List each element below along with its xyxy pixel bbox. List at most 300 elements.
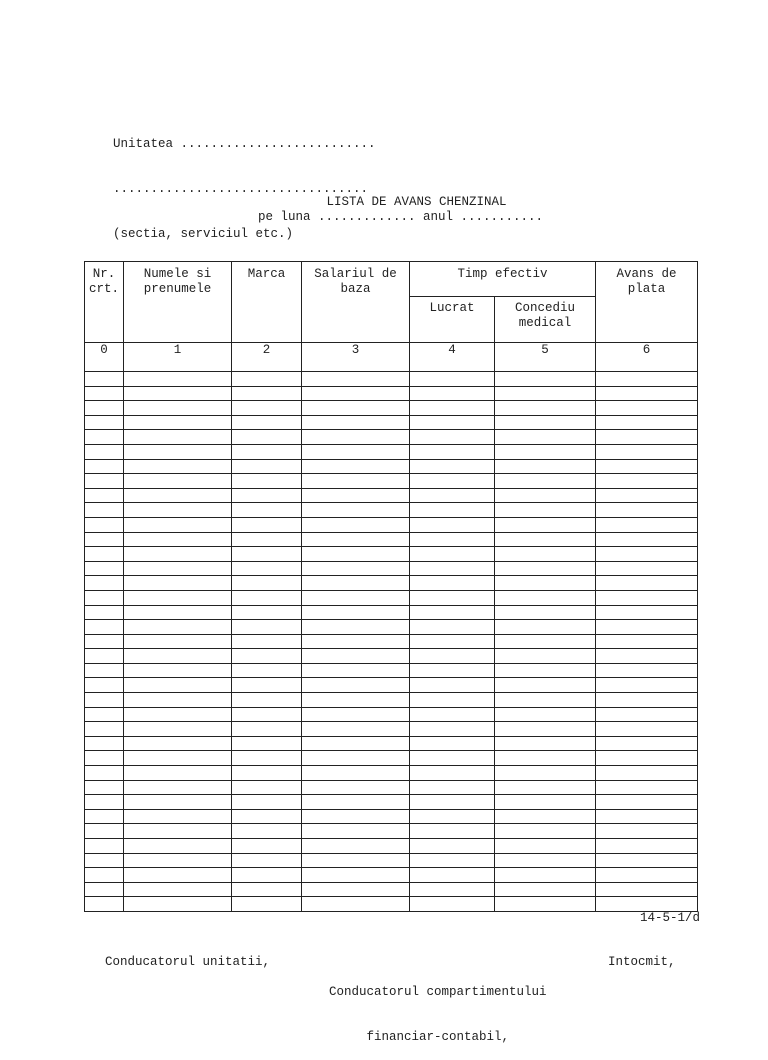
column-number: 4 [410,343,495,372]
table-cell [495,707,596,722]
table-cell [495,824,596,839]
table-cell [302,780,410,795]
table-cell [232,459,302,474]
col-header-lucrat [410,297,495,343]
table-cell [232,517,302,532]
period-line: pe luna ............. anul ........... [257,210,544,224]
table-cell [124,547,232,562]
table-cell [85,576,124,591]
table-cell [410,809,495,824]
table-cell [232,474,302,489]
table-cell [596,809,698,824]
table-cell [85,868,124,883]
table-cell [410,503,495,518]
table-cell [596,824,698,839]
col-header-concediu-line2: medical [518,316,572,330]
table-cell [410,605,495,620]
table-cell [410,897,495,912]
table-cell [85,488,124,503]
blank-rows [85,372,698,912]
table-cell [410,415,495,430]
table-cell [85,736,124,751]
table-cell [124,824,232,839]
table-cell [302,590,410,605]
table-cell [85,444,124,459]
table-cell [85,649,124,664]
table-cell [302,766,410,781]
table-cell [124,868,232,883]
table-cell [495,766,596,781]
table-cell [124,620,232,635]
table-cell [596,634,698,649]
table-row [85,372,698,387]
column-number: 5 [495,343,596,372]
table-cell [410,401,495,416]
table-cell [85,897,124,912]
table-row [85,766,698,781]
table-cell [85,620,124,635]
table-cell [232,795,302,810]
table-row [85,663,698,678]
table-cell [85,722,124,737]
page-title: LISTA DE AVANS CHENZINAL [326,195,507,209]
table-row [85,459,698,474]
table-cell [124,576,232,591]
table-cell [232,897,302,912]
table-cell [596,503,698,518]
table-cell [302,401,410,416]
table-row [85,488,698,503]
table-cell [85,839,124,854]
table-cell [596,780,698,795]
table-cell [302,561,410,576]
table-cell [495,809,596,824]
table-cell [596,693,698,708]
table-cell [85,459,124,474]
table-cell [410,678,495,693]
table-cell [85,415,124,430]
table-cell [410,620,495,635]
table-cell [596,707,698,722]
table-cell [302,634,410,649]
table-cell [596,882,698,897]
table-cell [495,372,596,387]
table-cell [85,693,124,708]
table-cell [302,649,410,664]
table-cell [124,386,232,401]
table-cell [495,649,596,664]
table-cell [495,532,596,547]
table-cell [85,547,124,562]
table-cell [232,605,302,620]
col-header-timp-label: Timp efectiv [457,267,548,281]
table-cell [232,620,302,635]
signature-unit-leader: Conducatorul unitatii, [105,955,271,969]
table-cell [124,503,232,518]
table-cell [124,634,232,649]
table-cell [232,751,302,766]
table-cell [124,751,232,766]
table-cell [410,547,495,562]
table-cell [232,707,302,722]
table-cell [596,605,698,620]
table-cell [232,780,302,795]
table-cell [596,663,698,678]
table-cell [596,722,698,737]
table-cell [302,459,410,474]
table-cell [302,517,410,532]
table-cell [124,882,232,897]
col-header-nume-line2: prenumele [143,282,212,296]
table-row [85,809,698,824]
table-cell [302,444,410,459]
table-cell [232,415,302,430]
table-cell [85,751,124,766]
signature-prepared-by: Intocmit, [608,955,676,969]
table-row [85,634,698,649]
table-cell [495,722,596,737]
col-header-timp-efectiv [410,262,596,297]
table-row [85,722,698,737]
table-cell [410,576,495,591]
table-cell [124,736,232,751]
table-cell [495,590,596,605]
table-row [85,649,698,664]
table-cell [410,824,495,839]
table-cell [495,853,596,868]
table-cell [495,780,596,795]
table-cell [410,795,495,810]
table-row [85,736,698,751]
table-cell [232,547,302,562]
table-cell [410,766,495,781]
table-row [85,795,698,810]
column-number-row [85,343,698,372]
col-header-nume [124,262,232,343]
table-cell [124,532,232,547]
table-cell [495,736,596,751]
table-cell [495,605,596,620]
table-cell [410,517,495,532]
table-cell [232,590,302,605]
table-cell [124,649,232,664]
table-cell [495,620,596,635]
table-cell [232,693,302,708]
table-row [85,853,698,868]
table-row [85,415,698,430]
table-cell [232,444,302,459]
table-cell [410,649,495,664]
table-cell [302,532,410,547]
table-cell [495,415,596,430]
table-cell [495,897,596,912]
table-cell [85,780,124,795]
table-cell [232,488,302,503]
table-cell [596,839,698,854]
signature-finance-line1: Conducatorul compartimentului [329,985,547,999]
table-row [85,503,698,518]
table-cell [232,722,302,737]
table-cell [232,401,302,416]
table-cell [232,372,302,387]
table-cell [232,430,302,445]
table-cell [596,459,698,474]
table-cell [495,839,596,854]
table-row [85,678,698,693]
document-title [0,195,768,225]
column-number: 2 [232,343,302,372]
table-cell [410,372,495,387]
table-cell [302,488,410,503]
table-cell [232,882,302,897]
table-row [85,401,698,416]
table-cell [232,853,302,868]
table-row [85,693,698,708]
col-header-nume-line1: Numele si [143,267,212,281]
table-row [85,839,698,854]
table-cell [410,386,495,401]
table-cell [232,678,302,693]
table-cell [410,780,495,795]
table-cell [495,663,596,678]
table-cell [124,415,232,430]
table-cell [495,693,596,708]
table-cell [232,649,302,664]
table-row [85,561,698,576]
table-cell [302,663,410,678]
table-cell [302,386,410,401]
table-cell [410,444,495,459]
table-cell [302,678,410,693]
table-cell [410,634,495,649]
table-cell [302,620,410,635]
table-cell [596,853,698,868]
table-cell [410,839,495,854]
table-cell [596,444,698,459]
table-cell [85,853,124,868]
table-cell [302,474,410,489]
table-cell [85,663,124,678]
table-row [85,517,698,532]
table-cell [124,401,232,416]
table-cell [85,678,124,693]
col-header-salariu [302,262,410,343]
table-cell [596,766,698,781]
table-cell [232,868,302,883]
table-cell [124,590,232,605]
table-cell [302,897,410,912]
table-cell [124,897,232,912]
table-cell [124,474,232,489]
table-cell [495,882,596,897]
col-header-salariu-line2: baza [340,282,371,296]
table-cell [410,532,495,547]
table-row [85,474,698,489]
table-cell [495,459,596,474]
table-cell [596,649,698,664]
table-cell [232,824,302,839]
table-cell [232,766,302,781]
table-cell [410,488,495,503]
table-cell [495,547,596,562]
advance-list-table [84,261,698,912]
col-header-marca-label: Marca [247,267,286,281]
unit-dots-line: .................................. [113,182,369,196]
table-cell [596,678,698,693]
table-cell [85,634,124,649]
table-row [85,386,698,401]
table-cell [85,605,124,620]
table-cell [495,474,596,489]
col-header-nr-line2: crt. [88,282,119,296]
table-row [85,824,698,839]
table-row [85,576,698,591]
table-cell [232,736,302,751]
table-cell [410,853,495,868]
table-cell [495,444,596,459]
unit-header [113,107,376,257]
table-cell [85,430,124,445]
table-cell [302,736,410,751]
table-cell [596,474,698,489]
table-cell [124,459,232,474]
table-cell [596,897,698,912]
table-cell [232,386,302,401]
table-cell [410,722,495,737]
table-cell [596,576,698,591]
table-cell [410,474,495,489]
table-cell [85,707,124,722]
table-cell [302,795,410,810]
table-cell [410,868,495,883]
table-cell [85,401,124,416]
table-cell [410,707,495,722]
table-row [85,780,698,795]
table-cell [495,561,596,576]
table-row [85,868,698,883]
table-cell [85,809,124,824]
col-header-lucrat-label: Lucrat [429,301,475,315]
table-cell [495,576,596,591]
table-cell [85,766,124,781]
table-cell [124,839,232,854]
table-cell [596,517,698,532]
table-cell [85,590,124,605]
table-row [85,547,698,562]
table-cell [85,517,124,532]
table-cell [124,372,232,387]
table-cell [410,663,495,678]
table-cell [302,868,410,883]
table-row [85,444,698,459]
table-cell [596,736,698,751]
table-cell [596,795,698,810]
table-cell [124,809,232,824]
table-row [85,590,698,605]
table-cell [232,532,302,547]
col-header-nr-line1: Nr. [92,267,116,281]
table-cell [302,809,410,824]
table-cell [124,561,232,576]
col-header-salariu-line1: Salariul de [314,267,397,281]
table-cell [495,634,596,649]
table-cell [302,605,410,620]
table-cell [596,620,698,635]
table-cell [302,415,410,430]
table-cell [302,751,410,766]
col-header-concediu-line1: Concediu [515,301,576,315]
table-cell [124,605,232,620]
table-cell [596,415,698,430]
table-cell [596,401,698,416]
table-cell [85,795,124,810]
table-cell [495,868,596,883]
table-cell [596,488,698,503]
table-cell [495,678,596,693]
signature-finance-line2: financiar-contabil, [366,1030,510,1044]
table-cell [302,430,410,445]
table-cell [124,517,232,532]
table-cell [302,707,410,722]
table-row [85,430,698,445]
table-cell [124,795,232,810]
table-cell [596,532,698,547]
table-cell [410,590,495,605]
table-cell [85,532,124,547]
table-cell [495,386,596,401]
table-cell [410,751,495,766]
table-cell [596,868,698,883]
table-cell [124,722,232,737]
table-cell [85,386,124,401]
table-cell [596,372,698,387]
col-header-marca [232,262,302,343]
col-header-avans-line1: Avans de [616,267,677,281]
table-cell [232,503,302,518]
signature-finance [329,955,547,1060]
table-cell [302,839,410,854]
table-cell [232,576,302,591]
table-cell [124,444,232,459]
table-cell [410,882,495,897]
table-cell [302,503,410,518]
table-cell [85,503,124,518]
table-cell [302,576,410,591]
table-cell [124,488,232,503]
table-cell [85,372,124,387]
table-cell [302,722,410,737]
table-cell [124,430,232,445]
table-row [85,751,698,766]
table-row [85,532,698,547]
table-cell [232,561,302,576]
table-row [85,707,698,722]
table-cell [302,547,410,562]
table-row [85,605,698,620]
table-row [85,620,698,635]
table-cell [410,693,495,708]
table-cell [495,503,596,518]
table-cell [85,474,124,489]
table-cell [124,663,232,678]
col-header-concediu [495,297,596,343]
unit-line: Unitatea .......................... [113,137,376,151]
table-cell [85,824,124,839]
col-header-avans [596,262,698,343]
table-cell [85,882,124,897]
form-code: 14-5-1/d [639,911,700,925]
column-number: 3 [302,343,410,372]
